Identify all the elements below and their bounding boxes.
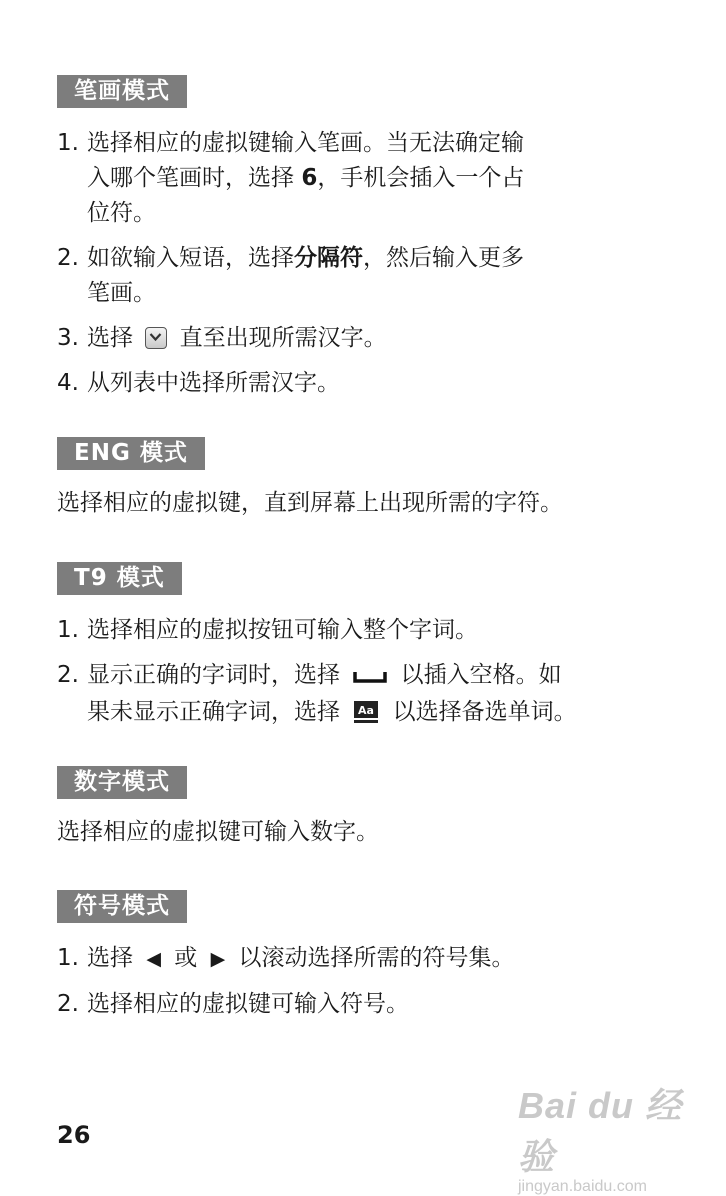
steps-list <box>57 126 687 401</box>
section-heading: 符号模式 <box>57 890 187 923</box>
watermark-logo <box>518 1078 698 1196</box>
section-text: 选择相应的虚拟键可输入数字。 <box>57 819 379 845</box>
svg-text:Aa: Aa <box>358 704 375 717</box>
step-item: 2. 如欲输入短语，选择分隔符，然后输入更多 笔画。 <box>57 245 524 306</box>
section-eng-mode <box>57 437 687 521</box>
section-symbol-mode <box>57 890 687 1032</box>
section-heading: 笔画模式 <box>57 75 187 108</box>
watermark-url: jingyan.baidu.com <box>518 1178 647 1195</box>
step-item: 1. 选择相应的虚拟键输入笔画。当无法确定输 入哪个笔画时，选择 6，手机会插入一个占 位符。 <box>57 130 525 226</box>
section-heading: ENG 模式 <box>57 437 205 470</box>
steps-list <box>57 613 687 735</box>
chevron-down-icon <box>145 327 167 349</box>
space-key-icon <box>353 660 387 695</box>
right-arrow-icon: ▶ <box>210 948 226 970</box>
section-text: 选择相应的虚拟键，直到屏幕上出现所需的字符。 <box>57 490 563 516</box>
step-item: 1. 选择相应的虚拟按钮可输入整个字词。 <box>57 617 478 643</box>
step-item: 4. 从列表中选择所需汉字。 <box>57 370 340 396</box>
steps-list <box>57 941 687 1022</box>
word-alternatives-icon <box>353 700 379 735</box>
section-number-mode <box>57 766 687 850</box>
step-item: 2. 显示正确的字词时，选择 以插入空格。如 果未显示正确字词，选择 Aa 以选择备选单词。 <box>57 658 687 735</box>
page-number: 26 <box>57 1121 91 1149</box>
step-item: 1. 选择 ◀ 或 ▶ 以滚动选择所需的符号集。 <box>57 945 515 971</box>
left-arrow-icon: ◀ <box>146 948 161 970</box>
section-stroke-mode <box>57 75 687 411</box>
step-item: 3. 选择 直至出现所需汉字。 <box>57 325 387 351</box>
section-t9-mode <box>57 562 687 745</box>
section-heading: 数字模式 <box>57 766 187 799</box>
section-heading: T9 模式 <box>57 562 182 595</box>
watermark-main: Bai du 经验 <box>518 1085 683 1177</box>
step-item: 2. 选择相应的虚拟键可输入符号。 <box>57 991 409 1017</box>
